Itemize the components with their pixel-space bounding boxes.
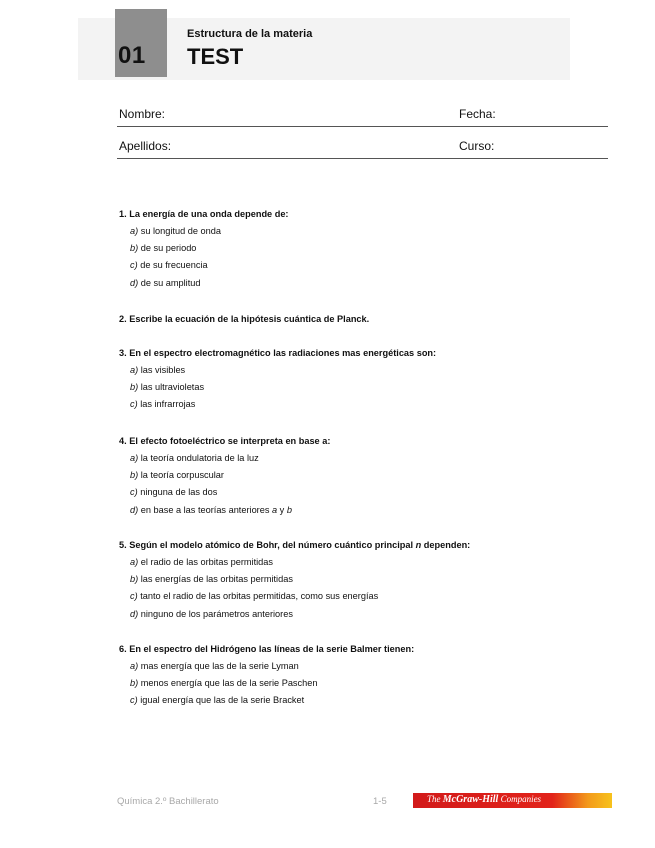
option-text: igual energía que las de la serie Bracket: [140, 695, 305, 706]
answer-option[interactable]: [119, 658, 414, 675]
question-title: 1. La energía de una onda depende de:: [119, 209, 289, 219]
answer-option[interactable]: [119, 450, 330, 467]
option-text: tanto el radio de las orbitas permitidas, como sus energías: [140, 591, 379, 602]
answer-option[interactable]: [119, 502, 330, 519]
option-letter: d): [130, 608, 139, 619]
answer-option[interactable]: [119, 692, 414, 709]
answer-option[interactable]: [119, 379, 436, 396]
option-letter: c): [130, 260, 138, 271]
question-4: [119, 433, 330, 519]
answer-option[interactable]: [119, 362, 436, 379]
answer-option[interactable]: [119, 588, 470, 605]
answer-option[interactable]: [119, 257, 289, 274]
page-number: 1-5: [373, 796, 387, 807]
answer-option[interactable]: [119, 571, 470, 588]
option-letter: b): [130, 243, 139, 254]
question-6: [119, 641, 414, 710]
question-title: [119, 537, 470, 554]
publisher-brand: McGraw-Hill: [442, 794, 499, 805]
unit-number: 01: [118, 42, 146, 69]
option-letter: b): [130, 574, 139, 585]
question-3: [119, 345, 436, 414]
surname-label: Apellidos:: [119, 139, 172, 153]
option-text: de su periodo: [140, 243, 197, 254]
name-label: Nombre:: [119, 107, 166, 121]
option-letter: a): [130, 557, 139, 567]
option-letter: b): [130, 470, 139, 481]
option-text: las visibles: [140, 365, 186, 375]
option-text: la teoría corpuscular: [140, 470, 224, 481]
option-letter: a): [130, 661, 139, 671]
option-letter: a): [130, 453, 139, 463]
subject-title: Estructura de la materia: [187, 28, 313, 40]
option-text: de su frecuencia: [140, 260, 208, 271]
option-text: menos energía que las de la serie Paschen: [140, 678, 318, 689]
question-variable: n: [415, 540, 422, 550]
option-text: ninguna de las dos: [140, 487, 218, 498]
option-letter: a): [130, 365, 139, 375]
option-letter: d): [130, 277, 139, 288]
option-letter: c): [130, 695, 138, 706]
publisher-logo: [413, 793, 612, 808]
publisher-post: Companies: [498, 794, 542, 804]
answer-option[interactable]: [119, 554, 470, 571]
option-letter: c): [130, 399, 138, 410]
option-text: las infrarrojas: [140, 399, 196, 410]
option-text: las energías de las orbitas permitidas: [140, 574, 293, 585]
question-title-end: dependen:: [421, 540, 471, 550]
option-text: de su amplitud: [140, 277, 201, 288]
option-text: en base a las teorías anteriores: [140, 504, 270, 515]
date-label: Fecha:: [459, 107, 496, 121]
option-letter: b): [130, 382, 139, 393]
option-letter: c): [130, 591, 138, 602]
question-5: [119, 537, 470, 623]
answer-option[interactable]: [119, 240, 289, 257]
option-text: ninguno de los parámetros anteriores: [140, 608, 293, 619]
question-title: 2. Escribe la ecuación de la hipótesis cuántica de Planck.: [119, 314, 370, 324]
option-text: la teoría ondulatoria de la luz: [140, 453, 259, 463]
name-date-row: [117, 107, 608, 127]
question-title-start: 5. Según el modelo atómico de Bohr, del número cuántico principal: [119, 540, 416, 550]
answer-option[interactable]: [119, 484, 330, 501]
answer-option[interactable]: [119, 606, 470, 623]
option-variable-b: b: [286, 504, 292, 515]
option-conjunction: y: [277, 504, 287, 515]
publisher-pre: The: [427, 794, 443, 804]
option-letter: b): [130, 678, 139, 689]
publisher-logo-text: [427, 794, 541, 805]
answer-option[interactable]: [119, 223, 289, 240]
option-letter: c): [130, 487, 138, 498]
answer-option[interactable]: [119, 275, 289, 292]
question-2: [119, 311, 369, 328]
question-title: 6. En el espectro del Hidrógeno las líneas de la serie Balmer tienen:: [119, 644, 415, 654]
option-text: las ultravioletas: [140, 382, 205, 393]
answer-option[interactable]: [119, 467, 330, 484]
course-label: Curso:: [459, 139, 495, 153]
question-title: 4. El efecto fotoeléctrico se interpreta en base a:: [119, 436, 331, 446]
answer-option[interactable]: [119, 396, 436, 413]
option-text: su longitud de onda: [140, 226, 221, 236]
option-variable-a: a: [272, 504, 278, 515]
question-title: 3. En el espectro electromagnético las radiaciones mas energéticas son:: [119, 348, 437, 358]
option-letter: d): [130, 504, 139, 515]
option-text: el radio de las orbitas permitidas: [140, 557, 273, 567]
option-text: mas energía que las de la serie Lyman: [140, 661, 299, 671]
option-letter: a): [130, 226, 139, 236]
answer-option[interactable]: [119, 675, 414, 692]
footer-course: Química 2.º Bachillerato: [117, 796, 219, 807]
page-title: TEST: [187, 44, 244, 69]
question-1: [119, 206, 289, 292]
surname-course-row: [117, 139, 608, 159]
